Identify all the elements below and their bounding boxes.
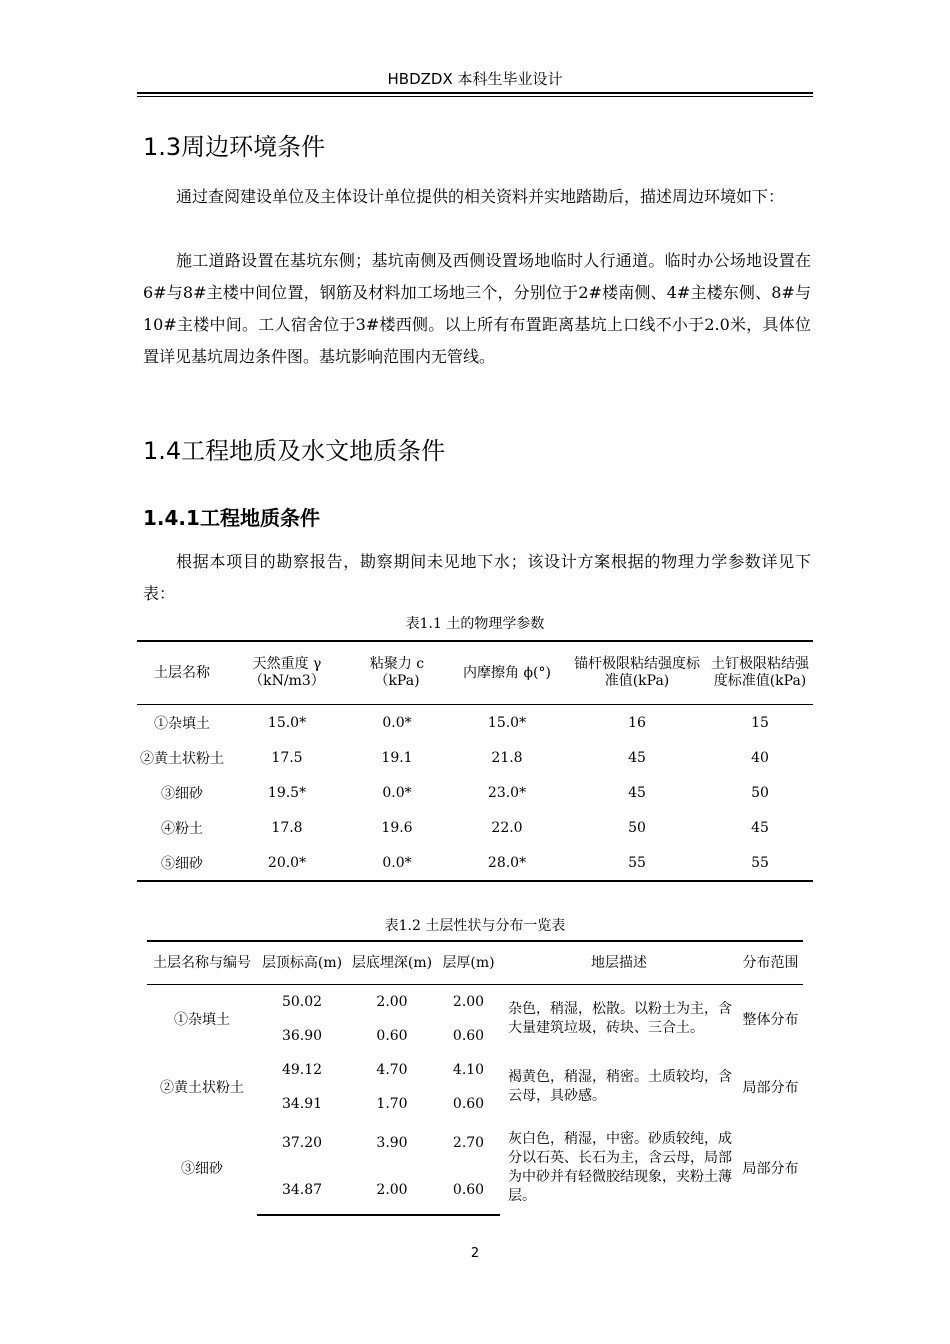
table-cell: ①杂填土 (154, 715, 210, 732)
table-cell: 0.60 (376, 1028, 408, 1044)
column-header: 层底埋深(m) (347, 941, 437, 985)
column-header: 土钉极限粘结强度标准值(kPa) (707, 641, 813, 705)
layer-name-cell: ②黄土状粉土 (160, 1080, 244, 1096)
table-cell: 0.0* (382, 784, 412, 801)
table-cell: 0.60 (452, 1028, 485, 1044)
section-1-4-1-paragraph: 根据本项目的勘察报告，勘察期间未见地下水；该设计方案根据的物理力学参数详见下表： (143, 552, 811, 603)
table-cell: 50.02 (281, 994, 323, 1010)
column-header: 天然重度 γ（kN/m3） (227, 641, 347, 705)
table-row (147, 1121, 803, 1165)
distribution-cell: 局部分布 (742, 1161, 799, 1177)
table-cell: 15.0* (267, 714, 307, 731)
table-row (137, 740, 813, 775)
table-cell: 0.0* (382, 854, 412, 871)
column-header: 粘聚力 c（kPa) (347, 641, 447, 705)
section-1-3-paragraph-2: 施工道路设置在基坑东侧；基坑南侧及西侧设置场地临时人行通道。临时办公场地设置在6#与8#主楼中间位置，钢筋及材料加工场地三个，分别位于2#楼南侧、4#主楼东侧、8#与10#主楼中间。工人宿舍位于3#楼西侧。以上所有布置距离基坑上口线不小于2.0米，具体位置详见基坑周边条件图。基坑影响范围内无管线。 (143, 251, 811, 366)
table-header-row (147, 941, 803, 985)
column-header: 内摩擦角 ϕ(°) (447, 641, 567, 705)
table-cell: 2.00 (376, 1182, 408, 1198)
distribution-cell: 整体分布 (742, 1012, 799, 1028)
table-cell: 20.0* (267, 854, 307, 871)
table-cell: 36.90 (281, 1028, 323, 1044)
table-cell: 15.0* (487, 714, 527, 731)
table-cell: 17.8 (271, 819, 303, 836)
table-cell: 16 (628, 714, 646, 731)
table-row (137, 810, 813, 845)
table-cell: 40 (751, 749, 769, 766)
table-row (147, 1053, 803, 1087)
table-2-bottom-rule (257, 1214, 500, 1216)
table-cell: 17.5 (271, 749, 303, 766)
soil-layer-distribution-table (147, 940, 803, 1215)
table-cell: 1.70 (376, 1096, 408, 1112)
table-row (147, 985, 803, 1020)
section-1-3-paragraph-1: 通过查阅建设单位及主体设计单位提供的相关资料并实地踏勘后，描述周边环境如下： (176, 187, 785, 206)
table-cell: 55 (628, 854, 646, 871)
table-cell: 2.70 (452, 1135, 485, 1151)
table-cell: 23.0* (487, 784, 527, 801)
table-cell: 4.10 (452, 1062, 485, 1078)
table-cell: 45 (751, 819, 769, 836)
layer-name-cell: ③细砂 (181, 1161, 223, 1177)
table-cell: 0.60 (452, 1096, 485, 1112)
table-cell: 50 (628, 819, 646, 836)
table-cell: 49.12 (281, 1062, 323, 1078)
table-cell: 34.87 (281, 1182, 323, 1198)
table-cell: ⑤细砂 (161, 855, 203, 872)
column-header: 土层名称与编号 (147, 941, 257, 985)
table-cell: 2.00 (376, 994, 408, 1010)
table-row (137, 775, 813, 810)
table-cell: 0.60 (452, 1182, 485, 1198)
page-number: 2 (470, 1246, 480, 1261)
table-cell: 45 (628, 784, 646, 801)
column-header: 层顶标高(m) (257, 941, 347, 985)
table-cell: 19.6 (381, 819, 413, 836)
table-cell: 45 (628, 749, 646, 766)
soil-physical-parameters-table (137, 640, 813, 882)
table-cell: 19.5* (267, 784, 307, 801)
section-1-4-1-heading: 1.4.1工程地质条件 (143, 506, 320, 530)
table-1-caption: 表1.1 土的物理学参数 (405, 616, 545, 632)
table-cell: 2.00 (452, 994, 485, 1010)
header-rule (137, 92, 813, 94)
table-cell: 37.20 (281, 1135, 323, 1151)
column-header: 土层名称 (137, 641, 227, 705)
table-cell: 19.1 (381, 749, 413, 766)
column-header: 地层描述 (500, 941, 738, 985)
table-cell: 21.8 (491, 749, 523, 766)
column-header: 锚杆极限粘结强度标准值(kPa) (567, 641, 707, 705)
table-cell: 50 (751, 784, 769, 801)
layer-description-cell: 杂色，稍湿，松散。以粉土为主，含大量建筑垃圾，砖块、三合土。 (508, 1001, 732, 1036)
table-cell: 15 (751, 714, 769, 731)
distribution-cell: 局部分布 (742, 1080, 799, 1096)
layer-description-cell: 褐黄色，稍湿，稍密。土质较均，含云母，具砂感。 (508, 1069, 732, 1104)
page-header-title: HBDZDX 本科生毕业设计 (387, 70, 563, 88)
section-1-4-heading: 1.4工程地质及水文地质条件 (143, 437, 446, 465)
table-2-caption: 表1.2 土层性状与分布一览表 (384, 918, 566, 934)
column-header: 层厚(m) (437, 941, 500, 985)
section-1-3-heading: 1.3周边环境条件 (143, 133, 326, 161)
table-cell: 3.90 (376, 1135, 408, 1151)
layer-description-cell: 灰白色，稍湿，中密。砂质较纯，成分以石英、长石为主，含云母，局部为中砂并有轻微胶结现象，夹粉土薄层。 (508, 1131, 732, 1204)
column-header: 分布范围 (738, 941, 803, 985)
table-cell: ②黄土状粉土 (140, 750, 224, 767)
table-cell: ④粉土 (161, 820, 203, 837)
table-cell: ③细砂 (161, 785, 203, 802)
header-rule-thin (137, 96, 813, 97)
table-cell: 28.0* (487, 854, 527, 871)
table-cell: 34.91 (281, 1096, 323, 1112)
table-cell: 4.70 (376, 1062, 408, 1078)
table-cell: 0.0* (382, 714, 412, 731)
table-cell: 22.0 (491, 819, 523, 836)
table-header-row (137, 641, 813, 705)
layer-name-cell: ①杂填土 (174, 1012, 230, 1028)
table-row (137, 705, 813, 741)
table-cell: 55 (751, 854, 769, 871)
table-row (137, 845, 813, 881)
